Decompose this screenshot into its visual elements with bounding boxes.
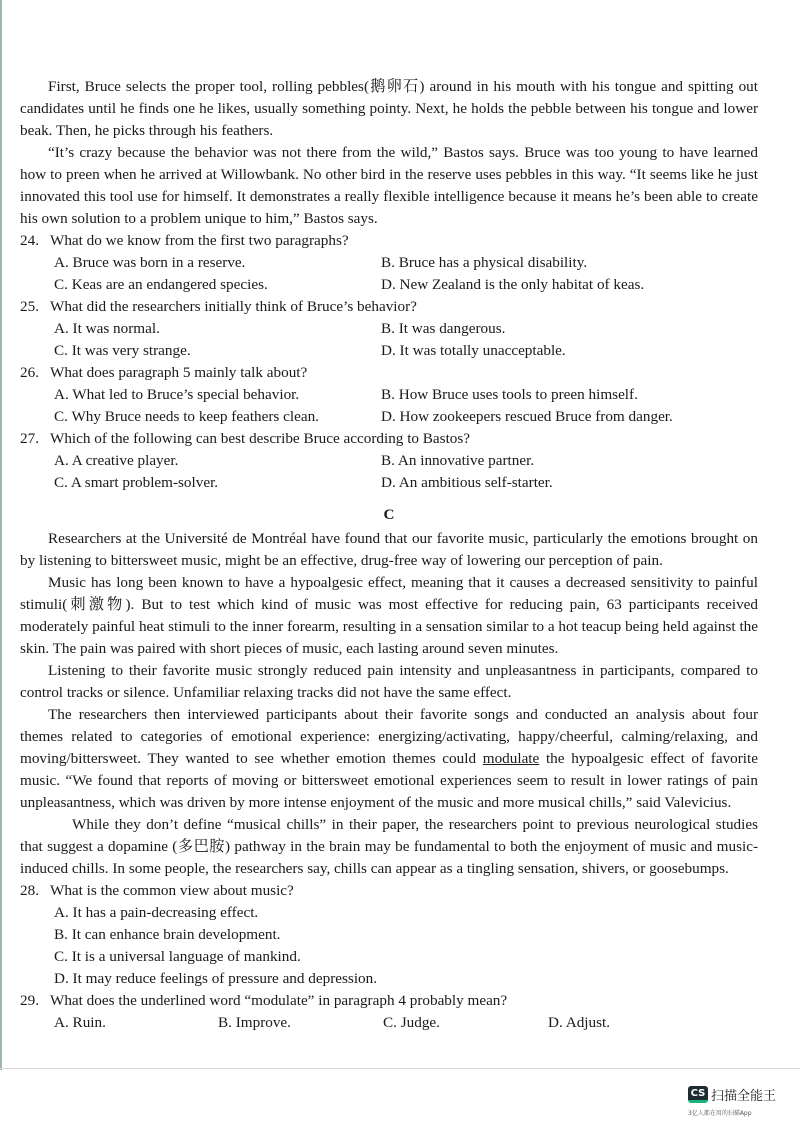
watermark-brand: 扫描全能王 — [711, 1089, 777, 1105]
passage-paragraph: Researchers at the Université de Montréal have found that our favorite music, particularly the emotions brought on by listening to bittersweet music, might be an effective, drug-free way of lowering our perception of pain. — [20, 530, 758, 569]
option-c: C. Judge. — [383, 1014, 440, 1031]
section-heading: C — [383, 506, 395, 523]
passage-paragraph: “It’s crazy because the behavior was not there from the wild,” Bastos says. Bruce was too young to have learned how to preen when he arrived at Willowbank. No other bird in the reserve uses pebbles in this way. “It seems like he just innovated this tool use for himself. It demonstrates a really flexible intelligence because it means he’s been able to create his own solution to a problem unique to him,” Bastos says. — [20, 144, 758, 227]
option-a: A. A creative player. — [54, 452, 179, 469]
option-b: B. It was dangerous. — [381, 320, 506, 337]
exam-page — [20, 76, 758, 1034]
question-26 — [20, 362, 758, 428]
question-stem: Which of the following can best describe Bruce according to Bastos? — [50, 430, 471, 447]
question-28 — [20, 880, 758, 990]
question-25 — [20, 296, 758, 362]
question-number: 26. — [20, 364, 39, 381]
question-number: 25. — [20, 298, 39, 315]
text-segment: The researchers then interviewed participants about their favorite songs and conducted an analysis about four themes related to categories of emotional experience: energizing/activating, happy/cheerful, calming/relaxing, and moving/bittersweet. They wanted to see whether emotion themes could — [20, 706, 758, 767]
option-d: D. It may reduce feelings of pressure and depression. — [54, 970, 378, 987]
option-b: B. It can enhance brain development. — [54, 926, 281, 943]
option-b: B. Bruce has a physical disability. — [381, 254, 588, 271]
option-c: C. Keas are an endangered species. — [54, 276, 268, 293]
option-c: C. A smart problem-solver. — [54, 474, 219, 491]
passage-paragraph: Listening to their favorite music strongly reduced pain intensity and unpleasantness in participants, compared to control tracks or silence. Unfamiliar relaxing tracks did not have the same effect. — [20, 662, 758, 701]
question-stem: What does paragraph 5 mainly talk about? — [50, 364, 308, 381]
question-number: 29. — [20, 992, 39, 1009]
page-bottom-rule — [0, 1068, 800, 1069]
question-27 — [20, 428, 758, 494]
option-d: D. An ambitious self-starter. — [381, 474, 553, 491]
question-stem: What did the researchers initially think of Bruce’s behavior? — [50, 298, 417, 315]
scan-edge — [0, 0, 2, 1070]
question-29 — [20, 990, 758, 1034]
passage-paragraph: Music has long been known to have a hypoalgesic effect, meaning that it causes a decreased sensitivity to painful stimuli(刺激物). But to test which kind of music was most effective for reducing pain, 63 participants received moderately painful heat stimuli to the inner forearm, resulting in a sensation similar to a hot teacup being held against the skin. The pain was paired with short pieces of music, each lasting around seven minutes. — [20, 574, 758, 657]
option-a: A. What led to Bruce’s special behavior. — [54, 386, 300, 403]
question-stem: What is the common view about music? — [50, 882, 294, 899]
option-c: C. It was very strange. — [54, 342, 191, 359]
option-d: D. It was totally unacceptable. — [381, 342, 566, 359]
question-stem: What does the underlined word “modulate” in paragraph 4 probably mean? — [50, 992, 508, 1009]
question-number: 28. — [20, 882, 39, 899]
camscanner-watermark — [688, 1085, 798, 1117]
question-stem: What do we know from the first two paragraphs? — [50, 232, 349, 249]
option-c: C. It is a universal language of mankind. — [54, 948, 301, 965]
option-c: C. Why Bruce needs to keep feathers clean. — [54, 408, 319, 425]
watermark-tagline: 3亿人都在用的扫描App — [688, 1110, 752, 1118]
option-b: B. An innovative partner. — [381, 452, 535, 469]
option-d: D. New Zealand is the only habitat of keas. — [381, 276, 645, 293]
option-a: A. It has a pain-decreasing effect. — [54, 904, 259, 921]
question-24 — [20, 230, 758, 296]
option-d: D. Adjust. — [548, 1014, 611, 1031]
question-number: 24. — [20, 232, 39, 249]
underlined-word: modulate — [482, 750, 540, 767]
text-segment: the hypoalgesic effect of favorite music. “We found that reports of moving or bittersweet emotional experiences seem to result in lower ratings of pain unpleasantness, which was driven by more intense enjoyment of the music and more musical chills,” said Valevicius. — [20, 750, 758, 811]
camscanner-logo-icon: CS — [688, 1086, 708, 1103]
option-b: B. Improve. — [218, 1014, 291, 1031]
option-b: B. How Bruce uses tools to preen himself. — [381, 386, 638, 403]
option-a: A. Ruin. — [54, 1014, 106, 1031]
passage-paragraph — [20, 704, 758, 814]
passage-paragraph: First, Bruce selects the proper tool, rolling pebbles(鹅卵石) around in his mouth with his tongue and spitting out candidates until he finds one he likes, usually something pointy. Next, he holds the pebble between his tongue and lower beak. Then, he picks through his feathers. — [20, 78, 758, 139]
option-d: D. How zookeepers rescued Bruce from danger. — [381, 408, 673, 425]
question-number: 27. — [20, 430, 39, 447]
option-a: A. Bruce was born in a reserve. — [54, 254, 246, 271]
option-a: A. It was normal. — [54, 320, 160, 337]
passage-paragraph: While they don’t define “musical chills” in their paper, the researchers point to previous neurological studies that suggest a dopamine (多巴胺) pathway in the brain may be fundamental to both the enjoyment of music and music-induced chills. In some people, the researchers say, chills can appear as a tingling sensation, shivers, or goosebumps. — [20, 816, 758, 877]
